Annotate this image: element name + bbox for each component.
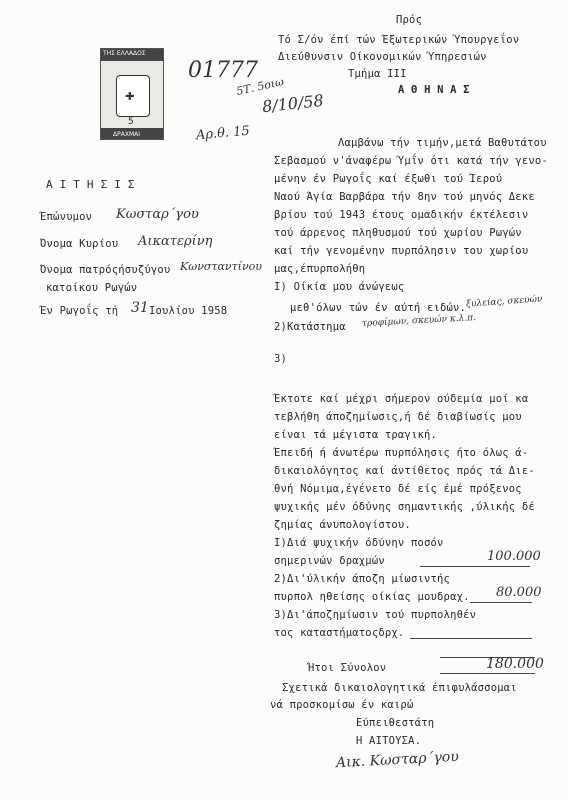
para1-line: καί τήν γενομένην πυρπόλησιν του χωρίου xyxy=(274,245,529,257)
date-prefix: Έν Ρωγοΐς τή xyxy=(40,305,119,317)
date-day: 31 xyxy=(131,300,149,316)
item-1-contents: μεθ'όλων τών έν αύτή ειδών. xyxy=(290,302,467,314)
residence: κατοίκου Ρωγών xyxy=(46,282,138,294)
item-2-handwritten: τροφίμων, σκευών κ.λ.π. xyxy=(361,313,477,329)
claim-3-underline xyxy=(410,638,532,639)
firstname-label: Όνομα Κυρίου xyxy=(40,238,119,250)
para1-line: βρίου τού 1943 έτους ομαδικήν έκτέλεσιν xyxy=(274,209,529,221)
closing-line-2: νά προσκομίσω έν καιρώ xyxy=(270,699,414,711)
handwritten-note-a: 5Τ. 5οιω xyxy=(235,75,286,98)
item-3: 3) xyxy=(274,353,288,365)
claim-2-label: 2)Δι'ύλικήν άποζη μίωσιντής xyxy=(274,573,451,585)
para1-line: τού άρρενος πληθυσμού τού χωρίου Ρωγών xyxy=(274,227,522,239)
firstname-value: Αικατερίνη xyxy=(138,234,213,249)
closing-line-4: Η ΑΙΤΟΥΣΑ. xyxy=(356,735,422,747)
closing-line-1: Σχετικά δικαιολογητικά έπιφυλάσσομαι xyxy=(282,682,517,694)
claim-2-underline xyxy=(470,602,532,603)
addressee-city: Α Θ Η Ν Α Σ xyxy=(398,84,470,96)
para2-line: ψυχικής μέν όδύνης σημαντικής ,ύλικής δέ xyxy=(274,501,535,513)
claim-1-currency: σημερινών δραχμών xyxy=(274,555,385,567)
request-title: Α Ι Τ Η Σ Ι Σ xyxy=(46,178,135,191)
para1-line: μένην έν Ρωγοΐς καί έξωθι τού Ίερού xyxy=(274,173,503,185)
total-underline xyxy=(440,673,535,674)
para1-line: Λαμβάνω τήν τιμήν,μετά Βαθυτάτου xyxy=(338,137,547,149)
claim-1-amount: 100.000 xyxy=(487,549,541,564)
claim-3-label: 3)Δι'άποζημίωσιν τού πυρποληθέν xyxy=(274,609,477,621)
claim-1-label: Ι)Διά ψυχικήν όδύνην ποσόν xyxy=(274,537,444,549)
stamp-lettering: ΤΗΣ ΕΛΛΑΔΟΣ xyxy=(103,50,146,57)
claim-2-amount: 80.000 xyxy=(496,585,542,600)
spouse-value: Κωνσταντίνου xyxy=(180,260,262,273)
stamp-value: 5 xyxy=(128,117,134,127)
surname-label: Έπώνυμον xyxy=(40,211,93,223)
addressee-pros: Πρός xyxy=(396,14,423,26)
para2-line: ζημίας άνυπολογίστου. xyxy=(274,519,411,531)
spouse-label: Όνομα πατρόςήσυζύγου xyxy=(40,264,171,276)
total-label: Ήτοι Σύνολον xyxy=(308,662,387,674)
protocol-number: 01777 xyxy=(188,58,258,83)
para2-line: είναι τά μέγιστα τραγική. xyxy=(274,429,438,441)
claim-3-currency: τος καταστήματοςδρχ. xyxy=(274,627,405,639)
signature: Αικ. Κωσταρ΄γου xyxy=(335,748,460,772)
stamp-currency: ΔΡΑΧΜΑΙ xyxy=(113,131,140,138)
item-1: Ι) Οίκία μου άνώγεως xyxy=(274,281,405,293)
addressee-line3: Τμήμα ΙΙΙ xyxy=(348,68,407,80)
item-1-handwritten: ξυλείας, σκευών xyxy=(465,294,543,310)
para2-line: δικαιολόγητος καί άντίθετος πρός τά Διε- xyxy=(274,465,535,477)
para1-line: μας,έπυρπολήθη xyxy=(274,263,366,275)
revenue-stamp xyxy=(100,48,164,140)
addressee-line2: Διεύθυνσιν Οίκονομικών Ύπηρεσιών xyxy=(278,51,487,63)
para2-line: Έπειδή ή άνωτέρω πυρπόλησις ήτο όλως ά- xyxy=(274,447,529,459)
claim-2-currency: πυρπολ ηθείσης οίκίας μουδραχ. xyxy=(274,591,470,603)
closing-line-3: Εύπειθεστάτη xyxy=(356,717,435,729)
item-2: 2)Κατάστημα xyxy=(274,321,346,333)
addressee-line1: Τό Σ/όν έπί τών Έξωτερικών Ύπουργεΐον xyxy=(278,34,520,46)
para1-line: Σεβασμού ν'άναφέρω Ύμΐν ότι κατά τήν γενο- xyxy=(274,155,548,167)
surname-value: Κωσταρ΄γου xyxy=(116,207,199,222)
para2-line: Έκτοτε καί μέχρι σήμερον ούδεμία μοί κα xyxy=(274,393,529,405)
total-amount: 180.000 xyxy=(486,656,544,672)
para1-line: Ναού Άγία Βαρβάρα τήν 8ην τού μηνός Δεκε xyxy=(274,191,535,203)
date-received: 8/10/58 xyxy=(261,90,325,117)
claim-1-underline xyxy=(420,566,530,567)
para2-line: θνή Νόμιμα,έγένετο δέ είς έμέ πρόξενος xyxy=(274,483,522,495)
date-suffix: Ιουλίου 1958 xyxy=(149,305,228,317)
para2-line: τεβλήθη άποζημίωσις,ή δέ διαβίωσίς μου xyxy=(274,411,522,423)
handwritten-ref: Αρ.θ. 15 xyxy=(195,123,251,144)
coat-of-arms-icon xyxy=(116,75,150,117)
